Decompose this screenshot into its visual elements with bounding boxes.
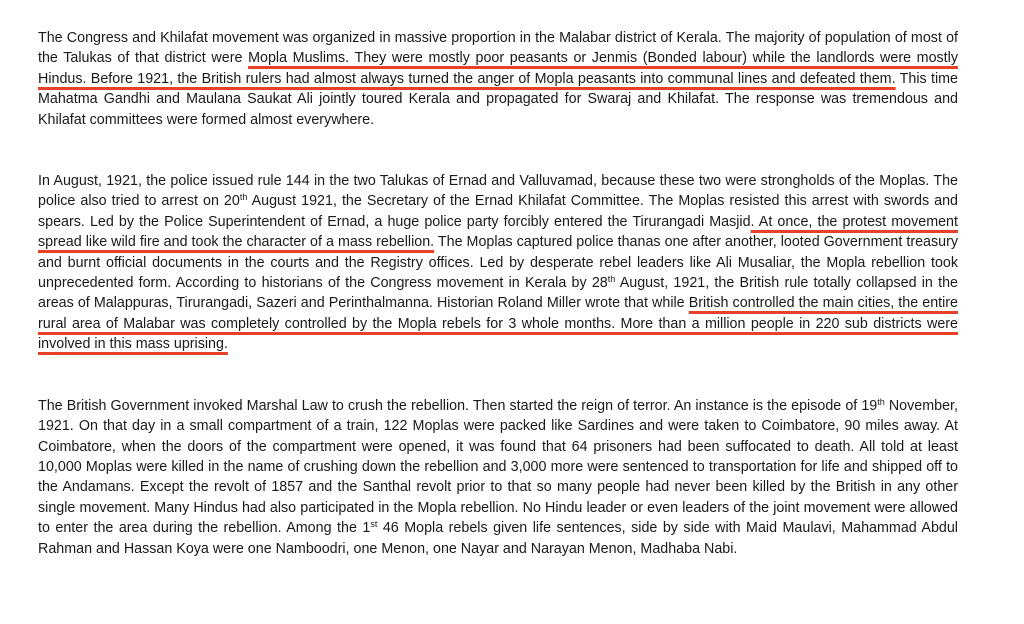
text-segment: 46 Mopla rebels given life sentences, side by side with Maid Maulavi, Mahammad Abdul Rahman and Hassan Koya were one Namboodri, one Menon, one Nayar and Narayan Menon, Madhaba Nabi. xyxy=(38,520,958,557)
highlighted-text: Mopla Muslims. They were mostly poor peasants or Jenmis (Bonded labour) while the landlords were mostly Hindus. Before 1921, the British rulers had almost always turned the anger of Mopla peasants into communal lines and defeated them. xyxy=(38,50,958,87)
text-segment: August, 1921, the British rule totally collapsed in the areas of Malappuras, Tirurangadi, Sazeri and Perinthalmanna. Historian Roland Miller wrote that while xyxy=(38,275,958,312)
superscript: st xyxy=(370,519,378,530)
superscript: th xyxy=(239,192,248,203)
text-segment: The Congress and Khilafat movement was organized in massive proportion in the Malabar district of Kerala. The majority of population of most of the Talukas of that district were xyxy=(38,30,958,67)
text-segment: August 1921, the Secretary of the Ernad Khilafat Committee. The Moplas resisted this arrest with swords and spears. Led by the Police Superintendent of Ernad, a huge police party forcibly entered the Tirurangadi Masjid xyxy=(38,193,958,230)
paragraph-august-1921 xyxy=(38,171,958,355)
superscript: th xyxy=(877,396,885,407)
highlighted-text: . At once, the protest movement spread like wild fire and took the character of a mass rebellion. xyxy=(38,213,958,251)
text-segment: This time Mahatma Gandhi and Maulana Saukat Ali jointly toured Kerala and propagated for Swaraj and Khilafat. The response was tremendous and Khilafat committees were formed almost everywhere. xyxy=(38,70,958,128)
text-segment: The Moplas captured police thanas one after another, looted Government treasury and burnt official documents in the courts and the Registry offices. Led by desperate rebel leaders like Ali Musaliar, the Mopla rebellion took unprecedented form. According to historians of the Congress movement in Kerala by 28 xyxy=(38,234,959,292)
text-segment: In August, 1921, the police issued rule 144 in the two Talukas of Ernad and Valluvamad, because these two were strongholds of the Moplas. The police also tried to arrest on 20 xyxy=(38,173,958,210)
text-segment: November, 1921. On that day in a small compartment of a train, 122 Moplas were packed like Sardines and were taken to Coimbatore, 90 miles away. At Coimbatore, when the doors of the compartment were opened, it was found that 64 prisoners had been suffocated to death. All told at least 10,000 Moplas were killed in the name of crushing down the rebellion and 3,000 more were sentenced to transportation for life and shipped off to the Andamans. Except the revolt of 1857 and the Santhal revolt prior to that so many people had never been killed by the British in any other single movement. Many Hindus had also participated in the Mopla rebellion. No Hindu leader or even leaders of the joint movement were allowed to enter the area during the rebellion. Among the 1 xyxy=(38,397,958,537)
highlighted-text: British controlled the main cities, the entire rural area of Malabar was completely controlled by the Mopla rebels for 3 whole months. More than a million people in 220 sub districts were involved in this mass uprising. xyxy=(38,295,959,353)
paragraph-congress-khilafat xyxy=(38,28,958,130)
text-segment: The British Government invoked Marshal Law to crush the rebellion. Then started the reign of terror. An instance is the episode of 19 xyxy=(38,397,878,414)
paragraph-marshal-law xyxy=(38,396,958,559)
superscript: th xyxy=(607,274,616,285)
document-body xyxy=(38,28,958,559)
